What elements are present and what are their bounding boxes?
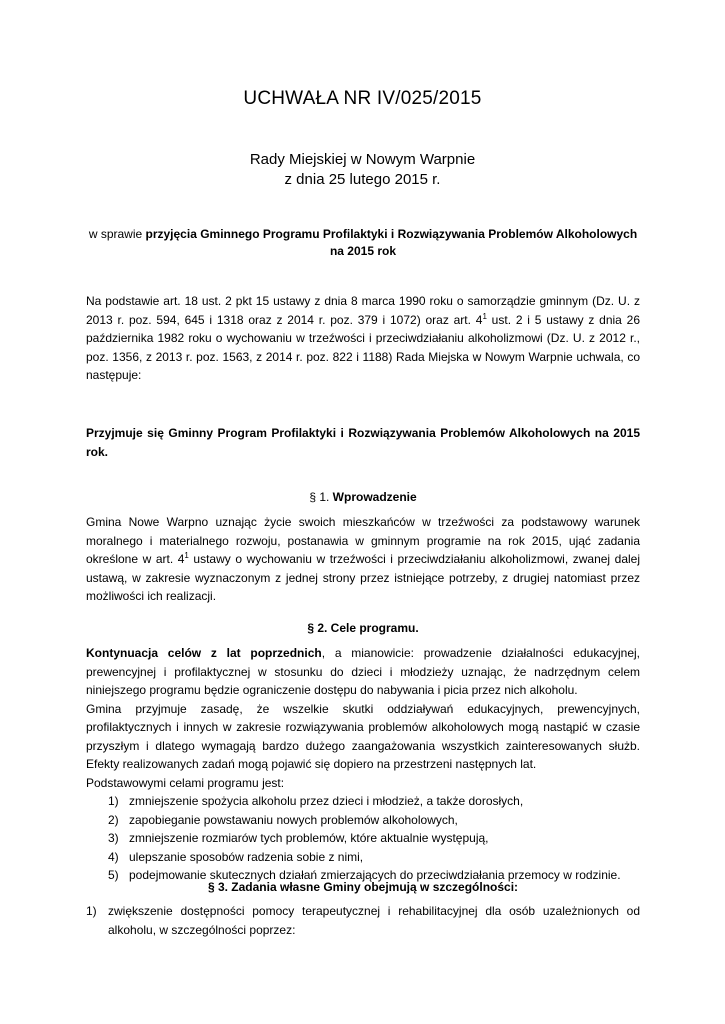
resolution-title: UCHWAŁA NR IV/025/2015 [243, 88, 482, 109]
subject-title: przyjęcia Gminnego Programu Profilaktyki i Rozwiązywania Problemów Alkoholowych na 2015 rok [145, 227, 638, 258]
goals-intro: Podstawowymi celami programu jest: [86, 775, 285, 790]
list-item-number: 3) [108, 831, 119, 845]
section-1-superscript: 1 [184, 551, 189, 560]
list-item-number: 4) [108, 849, 119, 864]
adoption-statement: Przyjmuje się Gminny Program Profilaktyki i Rozwiązywania Problemów Alkoholowych na 2015 rok. [86, 426, 640, 459]
legal-basis-part2: ust. 2 i 5 ustawy z dnia 26 października 1982 roku o wychowaniu w trzeźwości i przeciwdziałaniu alkoholizmowi (Dz. U. z 2012 r., poz. 1356, z 2013 r. poz. 1563, z 2014 r. poz. 822 i 1188) Rada Miejska w Nowym Warpnie uchwala, co następuje: [86, 312, 640, 382]
list-item-text: zmniejszenie spożycia alkoholu przez dzieci i młodzież, a także dorosłych, [129, 794, 524, 808]
list-item-number: 1) [86, 904, 97, 918]
section-2-title: § 2. Cele programu. [307, 621, 419, 635]
section-3-heading: § 3. Zadania własne Gminy obejmują w szczególności: [207, 880, 519, 894]
legal-basis-part1: Na podstawie art. 18 ust. 2 pkt 15 ustawy z dnia 8 marca 1990 roku o samorządzie gminnym (Dz. U. z 2013 r. poz. 594, 645 i 1318 oraz z 2014 r. poz. 379 i 1072) oraz art. 4 [86, 294, 640, 327]
subject-prefix: w sprawie [88, 227, 146, 241]
list-item-text: zwiększenie dostępności pomocy terapeutycznej i rehabilitacyjnej dla osób uzależnionych od alkoholu, w szczególności poprzez: [108, 904, 640, 937]
list-item-text: zapobieganie powstawaniu nowych problemów alkoholowych, [129, 812, 458, 827]
section-2-body [86, 644, 640, 885]
resolution-date: z dnia 25 lutego 2015 r. [284, 171, 441, 188]
list-item [86, 829, 640, 848]
section-1-body-part1: Gmina Nowe Warpno uznając życie swoich mieszkańców w trzeźwości za podstawowy warunek moralnego i materialnego rozwoju, postanawia w gminnym programie na rok 2015, ująć zadania określone w art. 4 [86, 515, 640, 566]
list-item-text: zmniejszenie rozmiarów tych problemów, które aktualnie występują, [129, 831, 489, 845]
list-item-number: 2) [108, 812, 119, 827]
section-1-body [86, 513, 640, 606]
list-item [86, 792, 640, 811]
section-2-lead-bold: Kontynuacja celów z lat poprzednich [86, 646, 322, 660]
section-2-lead-rest: , a mianowicie: prowadzenie działalności edukacyjnej, prewencyjnej i profilaktycznej w stosunku do dzieci i młodzieży uznając, że nadrzędnym celem niniejszego programu będzie ograniczenie dostępu do nabywania i picia przez nich alkoholu. [86, 646, 641, 697]
section-2-paragraph-2: Gmina przyjmuje zasadę, że wszelkie skutki oddziaływań edukacyjnych, prewencyjnych, profilaktycznych i innych w zakresie rozwiązywania problemów alkoholowych mogą nastąpić w czasie przyszłym i dlatego wymagają bardzo dużego zaangażowania wszystkich zainteresowanych służb. Efekty realizowanych zadań mogą pojawić się dopiero na przestrzeni następnych lat. [86, 701, 640, 771]
list-item [86, 811, 640, 830]
list-item-number: 1) [108, 794, 119, 808]
list-item-text: ulepszanie sposobów radzenia sobie z nimi, [129, 849, 364, 864]
resolution-issuer: Rady Miejskiej w Nowym Warpnie [249, 151, 476, 168]
goals-list [86, 792, 640, 885]
section-1-body-part2: ustawy o wychowaniu w trzeźwości i przeciwdziałaniu alkoholizmowi, zwanej dalej ustawą, w zakresie wyznaczonym z jednej strony przez istniejące potrzeby, z drugiej natomiast przez możliwości ich realizacji. [86, 552, 640, 603]
list-item-text: podejmowanie skutecznych działań zmierzających do przeciwdziałania przemocy w rodzinie. [129, 868, 621, 882]
section-3-body [86, 902, 640, 939]
resolution-subject [86, 226, 640, 260]
list-item [86, 902, 640, 939]
section-2-lead-paragraph [86, 644, 640, 700]
section-2-heading [86, 619, 640, 637]
section-1-heading [86, 488, 640, 506]
legal-basis-paragraph [86, 292, 640, 385]
list-item [86, 848, 640, 867]
legal-basis-superscript: 1 [482, 311, 487, 321]
section-1-title: Wprowadzenie [332, 490, 417, 504]
list-item-number: 5) [108, 868, 119, 882]
resolution-issuer-block [0, 150, 725, 190]
section-1-number: § 1. [309, 490, 333, 504]
